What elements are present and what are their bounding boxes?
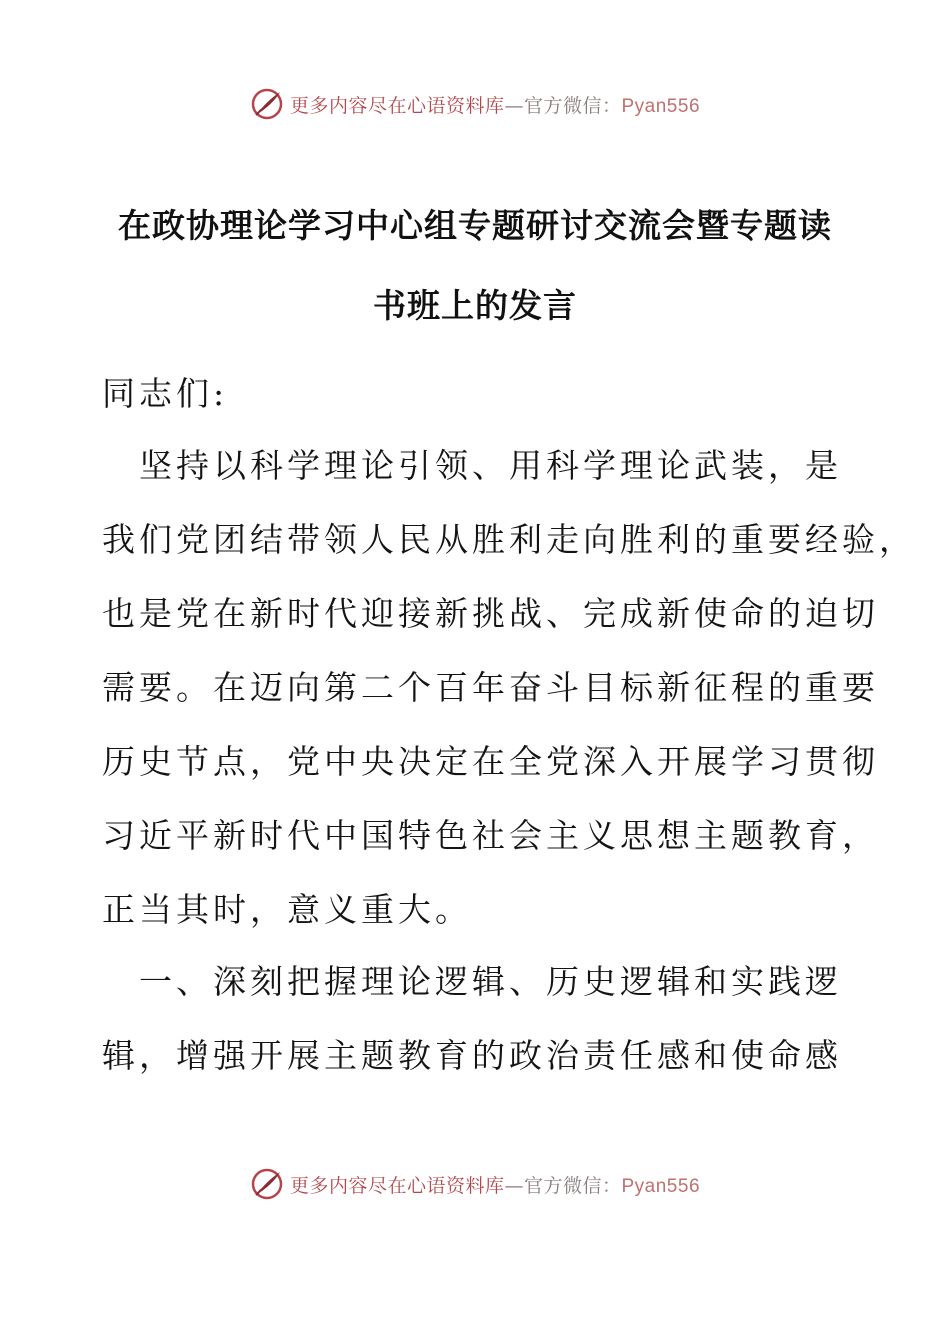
paragraph-line: 历史节点，党中央决定在全党深入开展学习贯彻 bbox=[102, 742, 879, 781]
footer-banner bbox=[0, 1164, 950, 1204]
paragraph-line: 习近平新时代中国特色社会主义思想主题教育， bbox=[102, 816, 879, 855]
banner-text bbox=[290, 1171, 700, 1198]
banner-part1: 更多内容尽在心语资料库 bbox=[289, 1174, 505, 1197]
banner-part2: —官方微信： bbox=[504, 94, 622, 117]
paragraph-line: 正当其时，意义重大。 bbox=[102, 890, 472, 929]
document-title-line1: 在政协理论学习中心组专题研讨交流会暨专题读 bbox=[118, 206, 832, 245]
banner-text bbox=[290, 91, 700, 118]
paragraph-line: 我们党团结带领人民从胜利走向胜利的重要经验， bbox=[102, 520, 916, 559]
greeting: 同志们: bbox=[102, 374, 229, 413]
section-heading-line: 辑，增强开展主题教育的政治责任感和使命感 bbox=[102, 1036, 842, 1075]
header-banner bbox=[0, 84, 950, 124]
paragraph-line: 坚持以科学理论引领、用科学理论武装，是 bbox=[102, 446, 842, 485]
section-heading-line: 一、深刻把握理论逻辑、历史逻辑和实践逻 bbox=[102, 962, 842, 1001]
paragraph-line: 需要。在迈向第二个百年奋斗目标新征程的重要 bbox=[102, 668, 879, 707]
paragraph-line: 也是党在新时代迎接新挑战、完成新使命的迫切 bbox=[102, 594, 879, 633]
banner-part2: —官方微信： bbox=[504, 1174, 622, 1197]
quill-logo-icon bbox=[250, 1167, 284, 1201]
banner-wechat-id: Pyan556 bbox=[621, 1175, 701, 1197]
document-title-line2: 书班上的发言 bbox=[373, 286, 577, 325]
banner-wechat-id: Pyan556 bbox=[621, 95, 701, 117]
quill-logo-icon bbox=[250, 87, 284, 121]
banner-part1: 更多内容尽在心语资料库 bbox=[289, 94, 505, 117]
